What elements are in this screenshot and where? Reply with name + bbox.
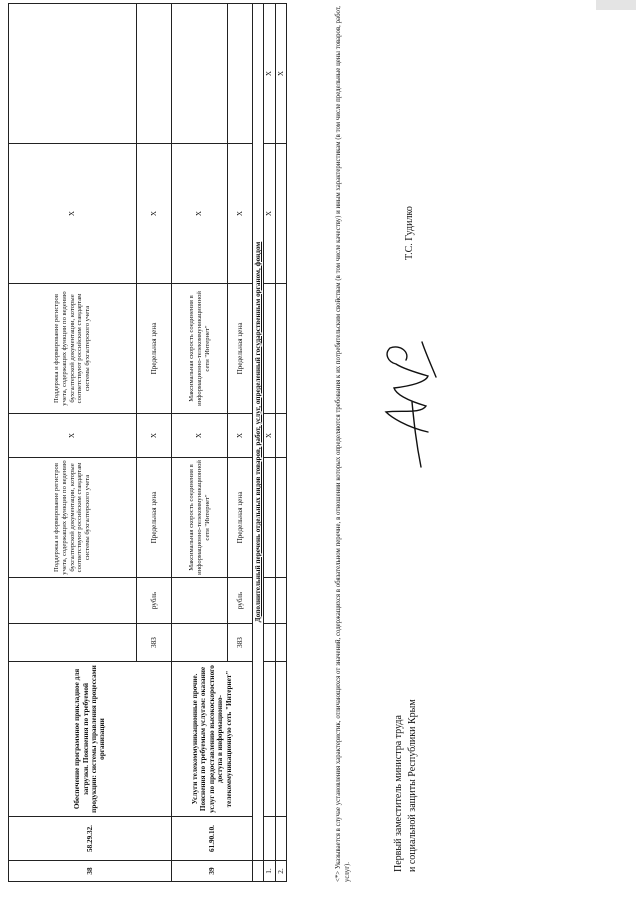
empty-cell [275, 284, 286, 414]
price-label-mandatory: Предельная цена [228, 458, 253, 578]
unit-name: рубль [228, 578, 253, 624]
value-mandatory [275, 414, 286, 458]
okei-code-empty [172, 624, 228, 662]
empty-cell [275, 817, 286, 861]
empty-cell [275, 662, 286, 817]
handwritten-signature [366, 322, 456, 472]
characteristic-mandatory: Максимальная скорость соединения в информационно-телекоммуникационной сети "Интернет" [172, 458, 228, 578]
price-label-approved: Предельная цена [228, 284, 253, 414]
value-approved: X [264, 144, 275, 284]
okpd-code: 61.90.10. [172, 817, 253, 861]
empty-cell [253, 861, 264, 882]
rotated-page-content [4, 2, 634, 902]
table-row-38 [9, 4, 137, 882]
empty-cell [275, 458, 286, 578]
value-approved: X [9, 144, 137, 284]
empty-cell [264, 662, 275, 817]
signatory-name: Т.С. Гудилко [404, 206, 415, 260]
product-name: Обеспечение программное прикладное для загрузки. Пояснения по требуемой продукции: системы управления процессами организации [9, 662, 172, 817]
price-value-approved: X [136, 144, 171, 284]
value-approved: X [172, 144, 228, 284]
empty-cell [264, 284, 275, 414]
price-value-mandatory: X [228, 414, 253, 458]
empty-cell [264, 578, 275, 624]
justification-empty [228, 4, 253, 144]
characteristic-approved: Поддержка и формирование регистров учета, содержащих функции по ведению бухгалтерской документации, которые соответствуют российским стандартам системы бухгалтерского учета [9, 284, 137, 414]
characteristic-mandatory: Поддержка и формирование регистров учета, содержащих функции по ведению бухгалтерской документации, которые соответствуют российским стандартам системы бухгалтерского учета [9, 458, 137, 578]
price-value-approved: X [228, 144, 253, 284]
okei-code-empty [9, 624, 137, 662]
characteristic-approved: Максимальная скорость соединения в информационно-телекоммуникационной сети "Интернет" [172, 284, 228, 414]
unit-empty [172, 578, 228, 624]
rotated-page-frame [4, 2, 634, 902]
justification-empty [136, 4, 171, 144]
additional-row-1 [264, 4, 275, 882]
additional-list-header: Дополнительный перечень отдельных видов товаров, работ, услуг, определенный государственным органом, фондом [253, 4, 264, 861]
signatory-position [392, 699, 419, 872]
empty-cell [264, 817, 275, 861]
justification-empty [172, 4, 228, 144]
row-number: 38 [9, 861, 172, 882]
value-mandatory: X [9, 414, 137, 458]
value-mandatory: X [172, 414, 228, 458]
value-mandatory: X [264, 414, 275, 458]
okei-code: 383 [228, 624, 253, 662]
row-number: 39 [172, 861, 253, 882]
value-approved [275, 144, 286, 284]
additional-row-2 [275, 4, 286, 882]
unit-name: рубль [136, 578, 171, 624]
row-number: 2. [275, 861, 286, 882]
price-label-mandatory: Предельная цена [136, 458, 171, 578]
justification-empty [9, 4, 137, 144]
position-line-1: Первый заместитель министра труда [393, 715, 404, 872]
okei-code: 383 [136, 624, 171, 662]
okpd-code: 58.29.32. [9, 817, 172, 861]
price-label-approved: Предельная цена [136, 284, 171, 414]
unit-empty [9, 578, 137, 624]
empty-cell [275, 624, 286, 662]
footnote: <*> Указывается в случае установления характеристик, отличающихся от значений, содержащихся в обязательном перечне, в отношении которых определяются требования к их потребительским свойствам (в том числе качеству) и иным характеристикам (в том числе предельные цены товаров, работ, услуг). [335, 6, 352, 882]
product-name: Услуги телекоммуникационные прочие. Пояснения по требуемым услугам: оказание услуг по предоставлению высокоскоростного доступа в информационно-телекоммуникационную сеть "Интернет" [172, 662, 253, 817]
requirements-table [8, 3, 287, 882]
position-line-2: и социальной защиты Республики Крым [406, 699, 418, 872]
value-justification: X [275, 4, 286, 144]
empty-cell [264, 624, 275, 662]
empty-cell [264, 458, 275, 578]
additional-list-header-row [253, 4, 264, 882]
price-value-mandatory: X [136, 414, 171, 458]
empty-cell [275, 578, 286, 624]
table-row-39 [172, 4, 228, 882]
value-justification: X [264, 4, 275, 144]
row-number: 1. [264, 861, 275, 882]
